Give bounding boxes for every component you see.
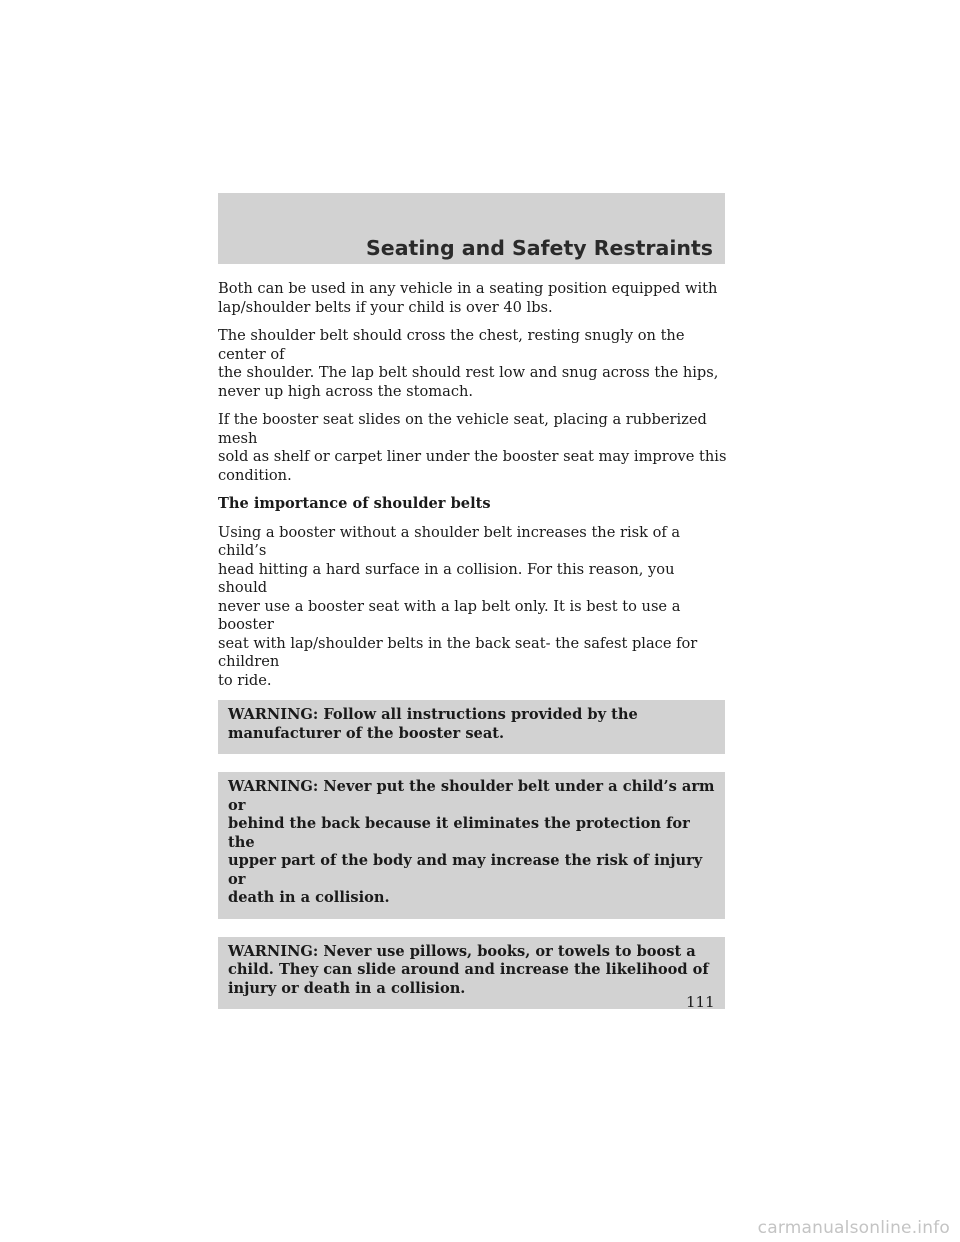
warning-box-shoulder-belt: WARNING: Never put the shoulder belt under a child’s arm or behind the back because it eliminates the protection for the upper part of the body and may increase the risk of injury or death in a collision. [218, 772, 725, 919]
section-header-bar [218, 193, 725, 264]
section-heading-shoulder-belts: The importance of shoulder belts [218, 495, 491, 512]
section-title: Seating and Safety Restraints [366, 236, 713, 260]
warning-box-instructions: WARNING: Follow all instructions provided by the manufacturer of the booster seat. [218, 700, 725, 754]
page-number: 111 [686, 993, 715, 1011]
warning-box-pillows: WARNING: Never use pillows, books, or towels to boost a child. They can slide around and increase the likelihood of injury or death in a collision. [218, 937, 725, 1010]
paragraph-booster-slides: If the booster seat slides on the vehicle seat, placing a rubberized mesh sold as shelf or carpet liner under the booster seat may improve this condition. [218, 411, 727, 484]
page-content [218, 280, 728, 1027]
paragraph-belt-position: The shoulder belt should cross the chest, resting snugly on the center of the shoulder. The lap belt should rest low and snug across the hips, never up high across the stomach. [218, 327, 719, 400]
paragraph-shoulder-belt-importance: Using a booster without a shoulder belt increases the risk of a child’s head hitting a hard surface in a collision. For this reason, you should never use a booster seat with a lap belt only. It is best to use a booster seat with lap/shoulder belts in the back seat- the safest place for children to ride. [218, 523, 698, 689]
paragraph-booster-usage: Both can be used in any vehicle in a seating position equipped with lap/shoulder belts if your child is over 40 lbs. [218, 280, 718, 316]
watermark-text: carmanualsonline.info [757, 1218, 950, 1238]
